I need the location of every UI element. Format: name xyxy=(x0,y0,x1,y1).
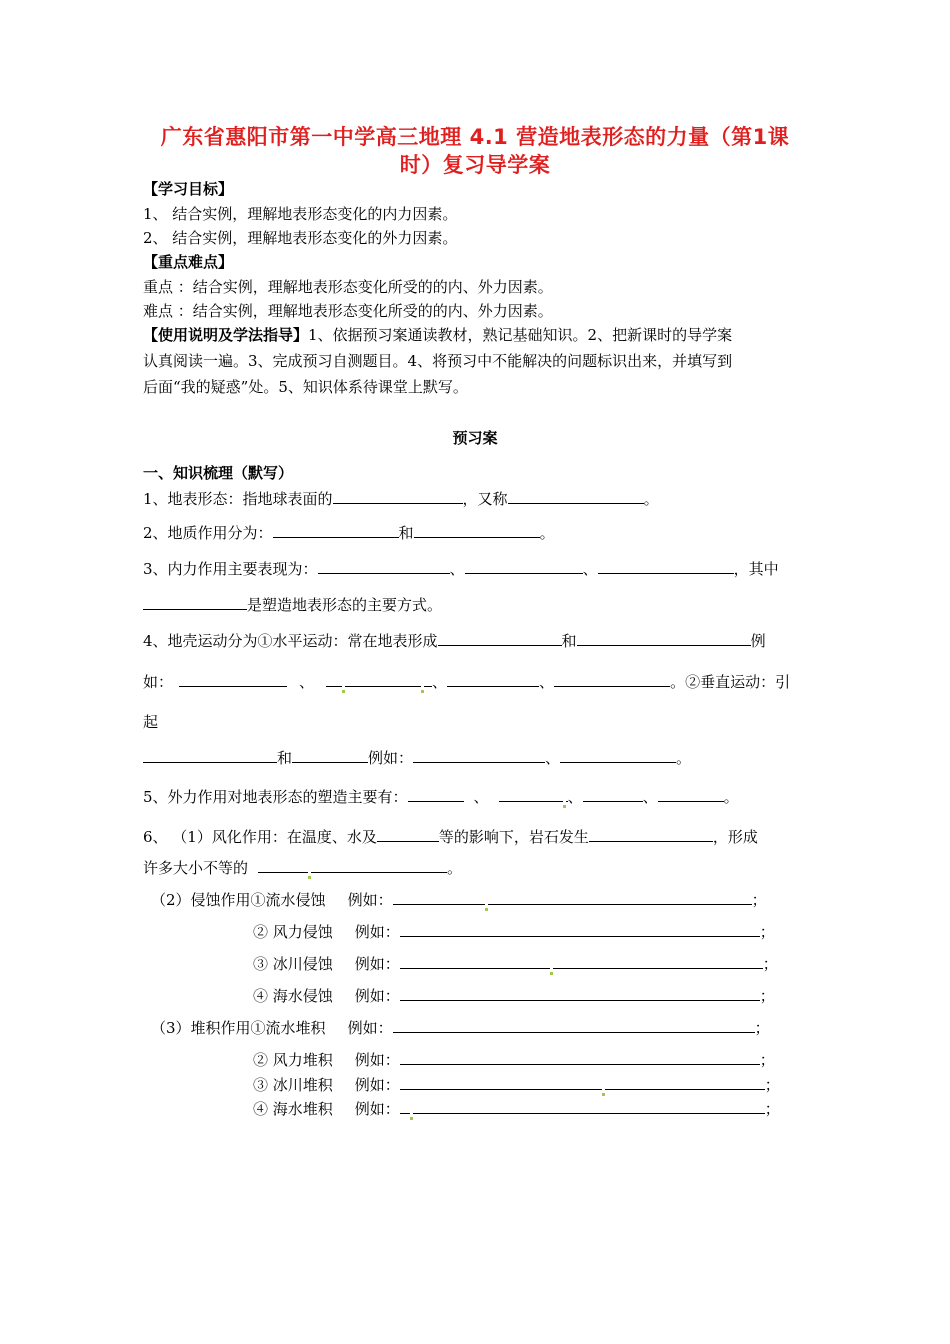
instructions-heading: 【使用说明及学法指导】 xyxy=(143,326,309,344)
instructions-line2: 认真阅读一遍。3、完成预习自测题目。4、将预习中不能解决的问题标识出来，并填写到 xyxy=(143,352,733,370)
instructions-text1: 1、依据预习案通读教材，熟记基础知识。2、把新课时的导学案 xyxy=(308,326,733,344)
q4-blank-4b[interactable] xyxy=(345,671,421,687)
q4-blank-6[interactable] xyxy=(554,671,670,687)
erosion-item-3: ③ 冰川侵蚀 xyxy=(253,955,333,973)
q4-sep-3: 、 xyxy=(539,673,555,691)
deposition-blank-4a[interactable] xyxy=(400,1098,410,1114)
q2-text-a: 2、地质作用分为： xyxy=(143,524,273,542)
erosion-row-3 xyxy=(253,953,778,975)
question-4-line4 xyxy=(143,747,691,769)
semicolon: ； xyxy=(759,923,775,941)
q6-text-e: 。 xyxy=(447,859,463,877)
q5-blank-2a[interactable] xyxy=(499,786,563,802)
q3-text-a: 3、内力作用主要表现为： xyxy=(143,560,318,578)
erosion-item-4: ④ 海水侵蚀 xyxy=(253,987,333,1005)
q2-blank-2[interactable] xyxy=(414,522,540,538)
deposition-row-3 xyxy=(253,1074,780,1096)
section-heading: 一、知识梳理（默写） xyxy=(143,464,294,482)
deposition-blank-3a[interactable] xyxy=(400,1074,602,1090)
question-6-line2 xyxy=(143,857,462,879)
semicolon: ； xyxy=(754,1019,770,1037)
marker-dot xyxy=(550,972,553,975)
q4-blank-5[interactable] xyxy=(447,671,539,687)
q4-blank-4c[interactable] xyxy=(424,671,432,687)
instructions-line3: 后面“我的疑惑”处。5、知识体系待课堂上默写。 xyxy=(143,378,468,396)
q5-text-end: 。 xyxy=(723,788,739,806)
q4-text-h: 和 xyxy=(277,749,293,767)
marker-dot xyxy=(563,805,566,808)
deposition-blank-2[interactable] xyxy=(400,1049,760,1065)
erosion-row-2 xyxy=(253,921,775,943)
key-point-difficulty: 难点 ：结合实例，理解地表形态变化所受的的内、外力因素。 xyxy=(143,302,553,320)
deposition-row-4 xyxy=(253,1098,780,1120)
deposition-item-4: ④ 海水堆积 xyxy=(253,1100,333,1118)
q3-text-b: ，其中 xyxy=(733,560,779,578)
deposition-row-2 xyxy=(253,1049,775,1071)
question-3 xyxy=(143,558,779,580)
document-title-line2: 时）复习导学案 xyxy=(399,153,551,177)
erosion-blank-1b[interactable] xyxy=(488,889,752,905)
q5-blank-4[interactable] xyxy=(658,786,724,802)
deposition-item-1: ①流水堆积 xyxy=(250,1019,326,1037)
q3-blank-4[interactable] xyxy=(143,594,247,610)
marker-dot xyxy=(342,690,345,693)
example-label: 例如： xyxy=(354,1100,400,1118)
deposition-item-2: ② 风力堆积 xyxy=(253,1051,333,1069)
q4-text-d: 如： xyxy=(143,673,174,691)
q5-sep-3: 、 xyxy=(642,788,658,806)
q4-blank-10[interactable] xyxy=(560,747,676,763)
q4-text-f: 。②垂直运动：引 xyxy=(670,673,791,691)
q4-text-c: 例 xyxy=(750,632,766,650)
example-label: 例如： xyxy=(354,1051,400,1069)
q1-text-a: 1、地表形态：指地球表面的 xyxy=(143,490,333,508)
semicolon: ； xyxy=(759,1051,775,1069)
q6-blank-3b[interactable] xyxy=(311,857,447,873)
deposition-blank-1[interactable] xyxy=(393,1017,755,1033)
q4-text-b: 和 xyxy=(561,632,577,650)
q4-blank-2[interactable] xyxy=(577,630,751,646)
q4-blank-4a[interactable] xyxy=(326,671,342,687)
semicolon: ； xyxy=(764,1076,780,1094)
q6-text-a: 6、 （1）风化作用：在温度、水及 xyxy=(143,828,377,846)
q4-sep-4: 、 xyxy=(545,749,561,767)
q4-text-a: 4、地壳运动分为①水平运动：常在地表形成 xyxy=(143,632,438,650)
marker-dot xyxy=(410,1117,413,1120)
semicolon: ； xyxy=(764,1100,780,1118)
erosion-blank-4[interactable] xyxy=(400,985,760,1001)
deposition-label: （3）堆积作用 xyxy=(151,1019,251,1037)
erosion-blank-3b[interactable] xyxy=(553,953,763,969)
erosion-blank-1a[interactable] xyxy=(393,889,485,905)
q2-text-c: 。 xyxy=(539,524,555,542)
semicolon: ； xyxy=(751,891,767,909)
example-label: 例如： xyxy=(354,987,400,1005)
semicolon: ； xyxy=(762,955,778,973)
erosion-row-1 xyxy=(151,889,767,911)
example-label: 例如： xyxy=(354,1076,400,1094)
q3-blank-2[interactable] xyxy=(465,558,583,574)
key-point-focus: 重点 ：结合实例，理解地表形态变化所受的的内、外力因素。 xyxy=(143,278,553,296)
q6-blank-2[interactable] xyxy=(589,826,713,842)
q3-text-c: 是塑造地表形态的主要方式。 xyxy=(247,596,443,614)
question-4-line2 xyxy=(143,671,790,693)
q6-text-c: ，形成 xyxy=(712,828,758,846)
q4-sep-2: 、 xyxy=(432,673,448,691)
q3-sep-2: 、 xyxy=(582,560,598,578)
question-2 xyxy=(143,522,555,544)
objectives-heading: 【学习目标】 xyxy=(143,180,234,198)
q6-text-b: 等的影响下，岩石发生 xyxy=(438,828,589,846)
question-4 xyxy=(143,630,766,652)
q4-text-k: 。 xyxy=(676,749,692,767)
q1-text-c: 。 xyxy=(643,490,659,508)
marker-dot xyxy=(602,1093,605,1096)
key-points-heading: 【重点难点】 xyxy=(143,253,234,271)
q4-sep-1: 、 xyxy=(299,673,315,691)
marker-dot xyxy=(308,876,311,879)
q4-text-i: 例如： xyxy=(368,749,414,767)
q2-blank-1[interactable] xyxy=(273,522,399,538)
example-label: 例如： xyxy=(347,1019,393,1037)
q5-text-a: 5、外力作用对地表形态的塑造主要有： xyxy=(143,788,408,806)
q4-blank-8[interactable] xyxy=(292,747,368,763)
q4-blank-7[interactable] xyxy=(143,747,277,763)
question-5 xyxy=(143,786,739,808)
example-label: 例如： xyxy=(354,955,400,973)
q1-blank-2[interactable] xyxy=(508,488,644,504)
erosion-item-2: ② 风力侵蚀 xyxy=(253,923,333,941)
question-4-line3: 起 xyxy=(143,713,159,731)
q6-text-d: 许多大小不等的 xyxy=(143,859,249,877)
marker-dot xyxy=(485,908,488,911)
marker-dot xyxy=(421,690,424,693)
deposition-item-3: ③ 冰川堆积 xyxy=(253,1076,333,1094)
question-3-cont xyxy=(143,594,442,616)
q3-sep-1: 、 xyxy=(449,560,465,578)
deposition-blank-3b[interactable] xyxy=(605,1074,765,1090)
semicolon: ； xyxy=(759,987,775,1005)
erosion-blank-2[interactable] xyxy=(400,921,760,937)
q3-blank-3[interactable] xyxy=(598,558,734,574)
question-6 xyxy=(143,826,758,848)
deposition-row-1 xyxy=(151,1017,770,1039)
deposition-blank-4b[interactable] xyxy=(413,1098,765,1114)
q5-blank-1[interactable] xyxy=(408,786,464,802)
erosion-row-4 xyxy=(253,985,775,1007)
erosion-label: （2）侵蚀作用 xyxy=(151,891,251,909)
example-label: 例如： xyxy=(347,891,393,909)
q1-text-b: ，又称 xyxy=(462,490,508,508)
q5-sep-2: 、 xyxy=(567,788,583,806)
document-title-line1: 广东省惠阳市第一中学高三地理 4.1 营造地表形态的力量（第1课 xyxy=(160,125,790,149)
q4-blank-1[interactable] xyxy=(438,630,562,646)
q3-blank-1[interactable] xyxy=(318,558,450,574)
q2-text-b: 和 xyxy=(398,524,414,542)
q5-sep-1: 、 xyxy=(473,788,489,806)
objective-item-1: 1、 结合实例，理解地表形态变化的内力因素。 xyxy=(143,205,458,223)
q4-blank-9[interactable] xyxy=(413,747,545,763)
q6-blank-3a[interactable] xyxy=(258,857,308,873)
q6-blank-1[interactable] xyxy=(377,826,439,842)
erosion-item-1: ①流水侵蚀 xyxy=(250,891,326,909)
q5-blank-3[interactable] xyxy=(583,786,643,802)
example-label: 例如： xyxy=(354,923,400,941)
q1-blank-1[interactable] xyxy=(333,488,463,504)
instructions-line1 xyxy=(143,324,732,346)
question-1 xyxy=(143,488,659,510)
preview-heading: 预习案 xyxy=(452,429,498,447)
q4-blank-3[interactable] xyxy=(179,671,287,687)
erosion-blank-3a[interactable] xyxy=(400,953,550,969)
objective-item-2: 2、 结合实例，理解地表形态变化的外力因素。 xyxy=(143,229,458,247)
